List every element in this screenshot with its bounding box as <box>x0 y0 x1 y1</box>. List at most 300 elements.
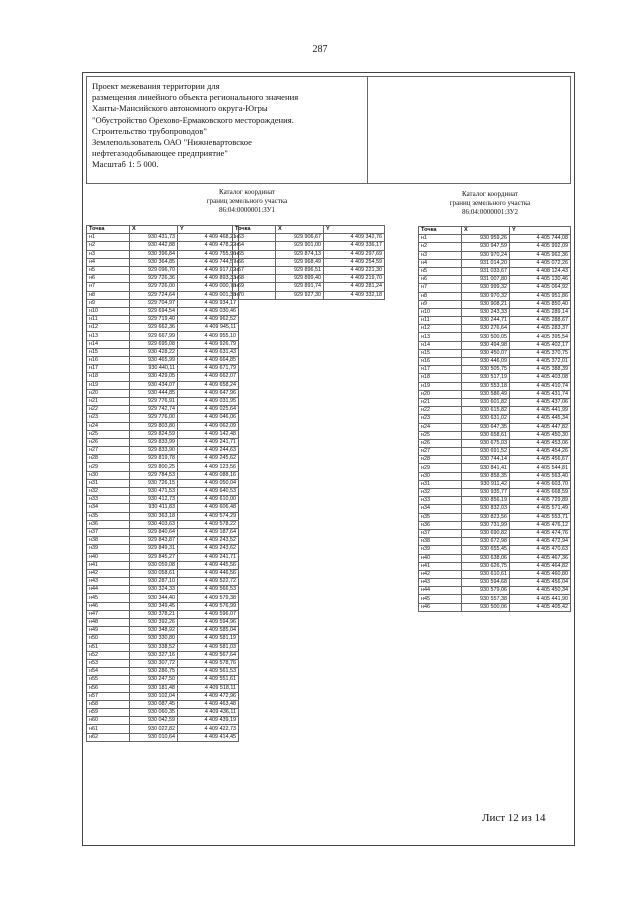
point-cell: н33 <box>87 496 130 504</box>
point-cell: н2 <box>419 243 462 251</box>
y-cell: 4 409 578,76 <box>178 659 239 667</box>
table-row <box>87 488 239 496</box>
x-cell: 930 392,26 <box>130 619 178 627</box>
table-row <box>87 430 239 438</box>
table-row <box>419 382 571 390</box>
y-cell: 4 409 551,61 <box>178 676 239 684</box>
stamp-line: нефтегазодобывающее предприятие" <box>92 148 228 159</box>
x-cell: 929 906,67 <box>276 234 324 242</box>
x-cell: 930 858,35 <box>462 472 510 480</box>
x-cell: 930 553,18 <box>462 382 510 390</box>
table-row <box>87 610 239 618</box>
catalog1-table-b <box>232 225 385 300</box>
x-cell: 929 833,90 <box>130 447 178 455</box>
point-cell: н42 <box>419 570 462 578</box>
y-cell: 4 409 574,29 <box>178 512 239 520</box>
table-row <box>87 602 239 610</box>
x-cell: 929 849,31 <box>130 545 178 553</box>
y-cell: 4 409 000,78 <box>178 283 239 291</box>
y-cell: 4 405 729,89 <box>510 497 571 505</box>
y-cell: 4 409 566,53 <box>178 586 239 594</box>
table-row <box>419 341 571 349</box>
point-cell: н4 <box>419 259 462 267</box>
table-row <box>233 234 385 242</box>
y-cell: 4 409 031,95 <box>178 397 239 405</box>
x-cell: 929 776,00 <box>130 414 178 422</box>
x-cell: 930 442,88 <box>130 242 178 250</box>
sheet-label: Лист 12 из 14 <box>482 812 546 824</box>
y-cell: 4 409 671,79 <box>178 365 239 373</box>
y-cell: 4 405 289,14 <box>510 308 571 316</box>
table-row <box>87 528 239 536</box>
point-cell: н58 <box>87 700 130 708</box>
y-cell: 4 409 241,71 <box>178 438 239 446</box>
point-cell: н60 <box>87 717 130 725</box>
point-cell: н27 <box>419 448 462 456</box>
x-cell: 930 726,15 <box>130 479 178 487</box>
x-cell: 930 500,06 <box>462 603 510 611</box>
table-row <box>419 374 571 382</box>
y-cell: 4 409 955,10 <box>178 332 239 340</box>
point-cell: н7 <box>87 283 130 291</box>
point-cell: н13 <box>87 332 130 340</box>
point-cell: н40 <box>87 553 130 561</box>
table-row <box>87 365 239 373</box>
y-cell: 4 408 124,43 <box>510 267 571 275</box>
point-cell: н41 <box>87 561 130 569</box>
table-row <box>87 340 239 348</box>
x-cell: 929 899,40 <box>276 275 324 283</box>
table-row <box>419 538 571 546</box>
point-cell: н2 <box>87 242 130 250</box>
table-row <box>87 266 239 274</box>
table-row <box>419 529 571 537</box>
x-cell: 929 096,70 <box>130 266 178 274</box>
y-cell: 4 409 142,48 <box>178 430 239 438</box>
point-cell: н5 <box>87 266 130 274</box>
point-cell: н46 <box>419 603 462 611</box>
y-cell: 4 409 030,46 <box>178 307 239 315</box>
y-cell: 4 409 917,02 <box>178 266 239 274</box>
y-cell: 4 409 046,06 <box>178 414 239 422</box>
point-cell: н43 <box>87 578 130 586</box>
table-row <box>419 284 571 292</box>
y-cell: 4 405 441,99 <box>510 407 571 415</box>
table-row <box>419 251 571 259</box>
table-row <box>419 235 571 243</box>
y-cell: 4 409 658,24 <box>178 381 239 389</box>
table-row <box>87 725 239 733</box>
table-row <box>87 651 239 659</box>
point-cell: н26 <box>87 438 130 446</box>
y-cell: 4 409 463,48 <box>178 700 239 708</box>
point-cell: н20 <box>87 389 130 397</box>
table-row <box>419 448 571 456</box>
point-cell: н45 <box>419 595 462 603</box>
y-cell: 4 405 544,81 <box>510 464 571 472</box>
header-y: Y <box>510 227 571 235</box>
point-cell: н61 <box>87 725 130 733</box>
point-cell: н54 <box>87 668 130 676</box>
point-cell: н17 <box>87 365 130 373</box>
stamp-line: Строительство трубопроводов" <box>92 125 207 136</box>
table-row <box>87 504 239 512</box>
table-row <box>419 243 571 251</box>
point-cell: н17 <box>419 366 462 374</box>
table-row <box>419 358 571 366</box>
x-cell: 930 947,59 <box>462 243 510 251</box>
x-cell: 930 647,35 <box>462 423 510 431</box>
x-cell: 929 724,64 <box>130 291 178 299</box>
table-row <box>233 250 385 258</box>
table-row <box>87 545 239 553</box>
point-cell: н36 <box>87 520 130 528</box>
point-cell: н14 <box>87 340 130 348</box>
x-cell: 930 363,18 <box>130 512 178 520</box>
x-cell: 930 517,19 <box>462 374 510 382</box>
catalog2-title <box>430 190 550 217</box>
y-cell: 4 409 662,07 <box>178 373 239 381</box>
y-cell: 4 405 370,75 <box>510 349 571 357</box>
y-cell: 4 409 926,79 <box>178 340 239 348</box>
table-row <box>87 381 239 389</box>
header-x: X <box>130 226 178 234</box>
table-row <box>87 234 239 242</box>
x-cell: 930 594,68 <box>462 579 510 587</box>
table-row <box>87 455 239 463</box>
table-row <box>87 258 239 266</box>
x-cell: 930 440,11 <box>130 365 178 373</box>
table-row <box>419 349 571 357</box>
title-stamp <box>86 76 368 184</box>
point-cell: н47 <box>87 610 130 618</box>
x-cell: 930 450,07 <box>462 349 510 357</box>
point-cell: н3 <box>87 250 130 258</box>
x-cell: 930 626,75 <box>462 562 510 570</box>
table-row <box>233 283 385 291</box>
y-cell: 4 409 640,53 <box>178 488 239 496</box>
x-cell: 930 434,07 <box>130 381 178 389</box>
y-cell: 4 405 460,80 <box>510 570 571 578</box>
x-cell: 930 672,98 <box>462 538 510 546</box>
table-row <box>87 389 239 397</box>
x-cell: 930 428,22 <box>130 348 178 356</box>
y-cell: 4 409 962,52 <box>178 316 239 324</box>
table-row <box>233 291 385 299</box>
x-cell: 929 901,00 <box>276 242 324 250</box>
table-row <box>419 407 571 415</box>
y-cell: 4 405 072,26 <box>510 259 571 267</box>
table-row <box>87 619 239 627</box>
table-row <box>87 700 239 708</box>
x-cell: 930 557,38 <box>462 595 510 603</box>
point-cell: н31 <box>87 479 130 487</box>
table-row <box>87 299 239 307</box>
y-cell: 4 405 603,70 <box>510 480 571 488</box>
y-cell: 4 409 945,11 <box>178 324 239 332</box>
x-cell: 930 286,75 <box>130 668 178 676</box>
table-row <box>87 283 239 291</box>
point-cell: н19 <box>87 381 130 389</box>
y-cell: 4 409 578,22 <box>178 520 239 528</box>
y-cell: 4 405 395,54 <box>510 333 571 341</box>
x-cell: 930 344,40 <box>130 594 178 602</box>
x-cell: 930 102,04 <box>130 692 178 700</box>
table-row <box>87 463 239 471</box>
point-cell: н13 <box>419 333 462 341</box>
x-cell: 930 058,61 <box>130 569 178 577</box>
point-cell: н27 <box>87 447 130 455</box>
y-cell: 4 405 403,08 <box>510 374 571 382</box>
x-cell: 930 010,64 <box>130 733 178 741</box>
point-cell: н19 <box>419 382 462 390</box>
x-cell: 930 465,99 <box>130 357 178 365</box>
y-cell: 4 405 470,63 <box>510 546 571 554</box>
catalog-title-line: границ земельного участка <box>449 199 531 207</box>
x-cell: 930 744,14 <box>462 456 510 464</box>
table-row <box>87 250 239 258</box>
x-cell: 930 287,10 <box>130 578 178 586</box>
x-cell: 929 819,78 <box>130 455 178 463</box>
catalog1-title <box>172 188 322 215</box>
table-row <box>419 439 571 447</box>
point-cell: н20 <box>419 390 462 398</box>
x-cell: 931 033,67 <box>462 267 510 275</box>
x-cell: 930 429,05 <box>130 373 178 381</box>
y-cell: 4 405 453,06 <box>510 439 571 447</box>
y-cell: 4 405 951,86 <box>510 292 571 300</box>
point-cell: н23 <box>87 414 130 422</box>
x-cell: 930 970,32 <box>462 292 510 300</box>
point-cell: н9 <box>419 300 462 308</box>
point-cell: н3 <box>419 251 462 259</box>
table-row <box>87 537 239 545</box>
table-row <box>87 496 239 504</box>
point-cell: н10 <box>87 307 130 315</box>
point-cell: н5 <box>419 267 462 275</box>
table-row <box>87 422 239 430</box>
table-row <box>419 415 571 423</box>
y-cell: 4 405 130,46 <box>510 276 571 284</box>
y-cell: 4 405 450,30 <box>510 431 571 439</box>
table-row <box>419 579 571 587</box>
point-cell: н48 <box>87 619 130 627</box>
x-cell: 929 719,40 <box>130 316 178 324</box>
y-cell: 4 405 456,04 <box>510 579 571 587</box>
y-cell: 4 405 464,82 <box>510 562 571 570</box>
x-cell: 930 471,53 <box>130 488 178 496</box>
point-cell: н14 <box>419 341 462 349</box>
table-row <box>419 292 571 300</box>
x-cell: 930 244,71 <box>462 317 510 325</box>
table-row <box>87 594 239 602</box>
x-cell: 930 060,35 <box>130 709 178 717</box>
point-cell: н11 <box>87 316 130 324</box>
header-y: Y <box>178 226 239 234</box>
table-row <box>419 333 571 341</box>
header-x: X <box>276 226 324 234</box>
point-cell: н6 <box>419 276 462 284</box>
point-cell: н8 <box>419 292 462 300</box>
x-cell: 930 181,48 <box>130 684 178 692</box>
y-cell: 4 405 450,34 <box>510 587 571 595</box>
table-row <box>87 479 239 487</box>
y-cell: 4 405 431,74 <box>510 390 571 398</box>
table-row <box>419 595 571 603</box>
table-row <box>419 366 571 374</box>
y-cell: 4 409 414,45 <box>178 733 239 741</box>
x-cell: 930 276,64 <box>462 325 510 333</box>
catalog-title-line: Каталог координат <box>462 190 518 198</box>
table-row <box>419 603 571 611</box>
x-cell: 929 896,51 <box>276 266 324 274</box>
table-row <box>87 414 239 422</box>
y-cell: 4 405 472,94 <box>510 538 571 546</box>
point-cell: н32 <box>87 488 130 496</box>
x-cell: 929 726,36 <box>130 275 178 283</box>
x-cell: 930 911,42 <box>462 480 510 488</box>
y-cell: 4 409 468,21 <box>178 234 239 242</box>
table-row <box>87 520 239 528</box>
point-cell: н53 <box>87 659 130 667</box>
point-cell: н51 <box>87 643 130 651</box>
stamp-line: Землепользователь ОАО "Нижневартовское <box>92 137 252 148</box>
table-row <box>87 627 239 635</box>
table-row <box>419 554 571 562</box>
point-cell: н24 <box>419 423 462 431</box>
x-cell: 930 655,45 <box>462 546 510 554</box>
x-cell: 929 695,08 <box>130 340 178 348</box>
table-row <box>87 406 239 414</box>
table-row <box>419 431 571 439</box>
point-cell: н69 <box>233 283 276 291</box>
point-cell: н42 <box>87 569 130 577</box>
point-cell: н45 <box>87 594 130 602</box>
x-cell: 929 776,91 <box>130 397 178 405</box>
header-point: Точка <box>233 226 276 234</box>
point-cell: н56 <box>87 684 130 692</box>
table-row <box>233 258 385 266</box>
y-cell: 4 405 405,42 <box>510 603 571 611</box>
y-cell: 4 409 664,85 <box>178 357 239 365</box>
x-cell: 930 338,52 <box>130 643 178 651</box>
x-cell: 930 579,06 <box>462 587 510 595</box>
point-cell: н30 <box>419 472 462 480</box>
table-row <box>419 497 571 505</box>
point-cell: н8 <box>87 291 130 299</box>
page-number: 287 <box>312 44 328 55</box>
x-cell: 930 959,26 <box>462 235 510 243</box>
point-cell: н15 <box>419 349 462 357</box>
point-cell: н30 <box>87 471 130 479</box>
point-cell: н59 <box>87 709 130 717</box>
x-cell: 929 833,99 <box>130 438 178 446</box>
x-cell: 929 874,13 <box>276 250 324 258</box>
point-cell: н23 <box>419 415 462 423</box>
point-cell: н28 <box>419 456 462 464</box>
x-cell: 930 446,09 <box>462 358 510 366</box>
point-cell: н32 <box>419 489 462 497</box>
point-cell: н4 <box>87 258 130 266</box>
table-row <box>419 317 571 325</box>
y-cell: 4 409 254,59 <box>324 258 385 266</box>
y-cell: 4 409 893,33 <box>178 275 239 283</box>
y-cell: 4 409 336,17 <box>324 242 385 250</box>
point-cell: н65 <box>233 250 276 258</box>
x-cell: 929 845,27 <box>130 553 178 561</box>
x-cell: 930 935,77 <box>462 489 510 497</box>
x-cell: 930 431,73 <box>130 234 178 242</box>
table-row <box>419 489 571 497</box>
y-cell: 4 405 668,59 <box>510 489 571 497</box>
x-cell: 930 615,82 <box>462 407 510 415</box>
point-cell: н35 <box>87 512 130 520</box>
table-row <box>87 569 239 577</box>
y-cell: 4 409 585,04 <box>178 627 239 635</box>
table-row <box>87 659 239 667</box>
x-cell: 930 059,08 <box>130 561 178 569</box>
point-cell: н25 <box>87 430 130 438</box>
y-cell: 4 405 992,09 <box>510 243 571 251</box>
table-row <box>419 513 571 521</box>
table-row <box>419 480 571 488</box>
table-row <box>419 300 571 308</box>
x-cell: 929 694,54 <box>130 307 178 315</box>
table-row <box>87 717 239 725</box>
table-row <box>87 512 239 520</box>
point-cell: н29 <box>419 464 462 472</box>
y-cell: 4 409 123,56 <box>178 463 239 471</box>
point-cell: н21 <box>419 398 462 406</box>
y-cell: 4 405 563,40 <box>510 472 571 480</box>
x-cell: 929 824,59 <box>130 430 178 438</box>
y-cell: 4 409 332,18 <box>324 291 385 299</box>
table-row <box>87 447 239 455</box>
x-cell: 929 843,87 <box>130 537 178 545</box>
x-cell: 930 396,84 <box>130 250 178 258</box>
y-cell: 4 409 241,71 <box>178 553 239 561</box>
point-cell: н15 <box>87 348 130 356</box>
x-cell: 930 601,82 <box>462 398 510 406</box>
y-cell: 4 409 062,09 <box>178 422 239 430</box>
y-cell: 4 405 474,76 <box>510 529 571 537</box>
table-row <box>419 472 571 480</box>
y-cell: 4 409 281,24 <box>324 283 385 291</box>
y-cell: 4 409 610,00 <box>178 496 239 504</box>
y-cell: 4 405 388,39 <box>510 366 571 374</box>
stamp-line: Масштаб 1: 5 000. <box>92 159 159 170</box>
x-cell: 929 784,53 <box>130 471 178 479</box>
y-cell: 4 409 478,22 <box>178 242 239 250</box>
point-cell: н40 <box>419 554 462 562</box>
x-cell: 929 704,97 <box>130 299 178 307</box>
y-cell: 4 409 243,52 <box>178 537 239 545</box>
y-cell: 4 409 579,38 <box>178 594 239 602</box>
y-cell: 4 405 571,49 <box>510 505 571 513</box>
table-row <box>87 471 239 479</box>
x-cell: 930 638,06 <box>462 554 510 562</box>
header-point: Точка <box>419 227 462 235</box>
table-row <box>233 275 385 283</box>
y-cell: 4 405 402,17 <box>510 341 571 349</box>
y-cell: 4 405 476,12 <box>510 521 571 529</box>
table-row <box>87 709 239 717</box>
x-cell: 930 411,83 <box>130 504 178 512</box>
y-cell: 4 409 522,72 <box>178 578 239 586</box>
y-cell: 4 409 445,56 <box>178 561 239 569</box>
point-cell: н28 <box>87 455 130 463</box>
x-cell: 930 327,16 <box>130 651 178 659</box>
